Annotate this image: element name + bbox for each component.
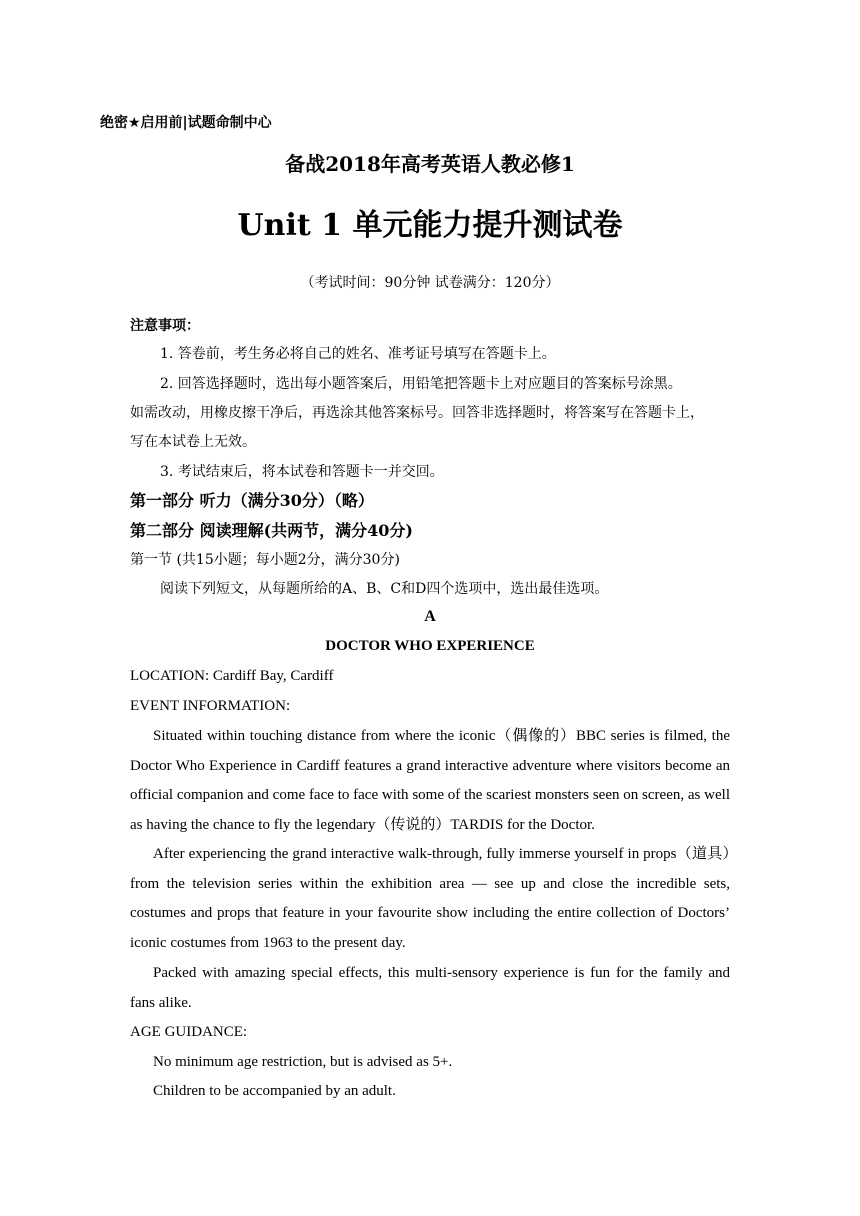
passage-paragraph-1: Situated within touching distance from where the iconic（偶像的）BBC series is filmed, the Doctor Who Experience in Cardiff features a grand interactive adventure where visitors become an official companion and come face to face with some of the scariest monsters seen on screen, as well as having the chance to fly the legendary（传说的）TARDIS for the Doctor. — [130, 728, 730, 833]
passage-location: LOCATION: Cardiff Bay, Cardiff — [130, 668, 334, 684]
section-1-heading: 第一节 (共15小题；每小题2分，满分30分) — [130, 552, 400, 568]
note-item-2-line-1: 2. 回答选择题时，选出每小题答案后，用铅笔把答题卡上对应题目的答案标号涂黑。 — [160, 376, 682, 392]
part-2-heading: 第二部分 阅读理解(共两节，满分40分) — [130, 521, 413, 540]
exam-time-score: （考试时间：90分钟 试卷满分：120分） — [300, 275, 560, 291]
part-1-heading: 第一部分 听力（满分30分）（略） — [130, 491, 374, 510]
reading-instruction: 阅读下列短文，从每题所给的A、B、C和D四个选项中，选出最佳选项。 — [160, 581, 609, 597]
age-guidance-line-1: No minimum age restriction, but is advised as 5+. — [153, 1054, 453, 1070]
note-item-2-line-2: 如需改动，用橡皮擦干净后，再选涂其他答案标号。回答非选择题时，将答案写在答题卡上， — [130, 405, 704, 421]
notes-heading: 注意事项： — [130, 318, 200, 334]
passage-paragraph-2: After experiencing the grand interactive walk-through, fully immerse yourself in props（道具）from the television series within the exhibition area — see up and close the incredible sets, costumes and props that feature in your favourite show including the entire collection of Doctors’ iconic costumes from 1963 to the present day. — [130, 846, 730, 951]
passage-paragraph-3: Packed with amazing special effects, this multi-sensory experience is fun for the family and fans alike. — [130, 965, 730, 1011]
exam-subtitle: 备战2018年高考英语人教必修1 — [285, 152, 575, 176]
note-item-2-line-3: 写在本试卷上无效。 — [130, 434, 256, 450]
passage-title: DOCTOR WHO EXPERIENCE — [325, 638, 535, 654]
passage-letter: A — [424, 608, 436, 625]
event-info-heading: EVENT INFORMATION: — [130, 698, 291, 714]
note-item-1: 1. 答卷前，考生务必将自己的姓名、准考证号填写在答题卡上。 — [160, 346, 556, 362]
note-item-3: 3. 考试结束后，将本试卷和答题卡一并交回。 — [160, 464, 444, 480]
age-guidance-heading: AGE GUIDANCE: — [130, 1024, 248, 1040]
confidential-tag: 绝密★启用前|试题命制中心 — [100, 115, 272, 131]
exam-title: Unit 1 单元能力提升测试卷 — [237, 208, 623, 243]
age-guidance-line-2: Children to be accompanied by an adult. — [153, 1083, 396, 1099]
